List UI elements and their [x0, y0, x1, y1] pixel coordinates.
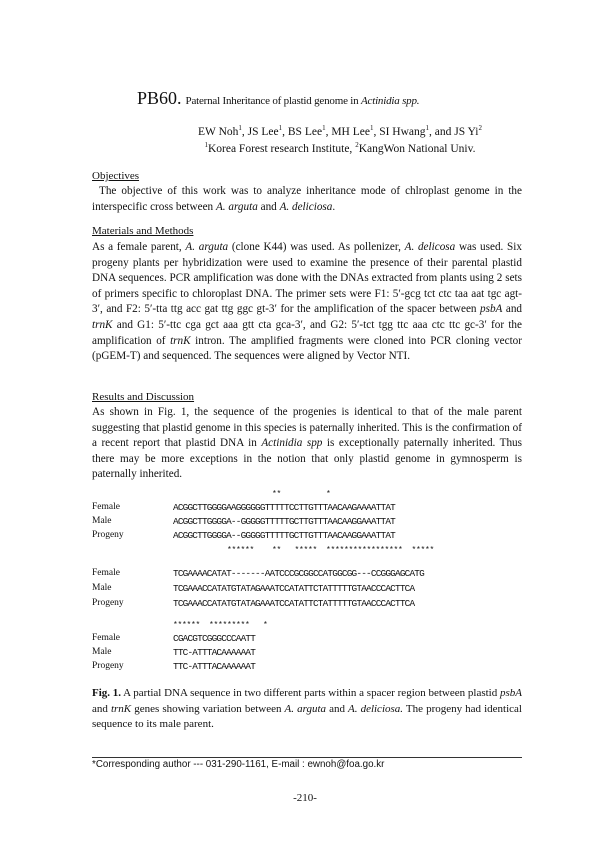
row-label: Progeny	[92, 661, 124, 671]
objectives-heading: Objectives	[92, 170, 140, 182]
figure-caption: Fig. 1. A partial DNA sequence in two different parts within a spacer region between plastid psbA and trnK genes showing variation between A. arguta and A. deliciosa. The progeny had identical sequence to its male parent.	[92, 687, 522, 730]
affiliations: $^1$Korea Forest research Institute, $^2$KangWon National Univ.	[204, 141, 476, 155]
dna-sequence: TCGAAACCATATGTATAGAAATCCATATTCTATTTTTGTAACCCACTTCA	[173, 583, 415, 594]
row-label: Female	[92, 633, 120, 643]
dna-sequence: CGACGTCGGGCCCAATT	[173, 633, 256, 644]
abstract-code: PB60.	[137, 88, 182, 108]
author-list	[0, 124, 600, 138]
title-text: Paternal Inheritance of plastid genome in Actinidia spp.	[185, 95, 420, 107]
row-label: Female	[92, 568, 120, 578]
row-label: Progeny	[92, 598, 124, 608]
objectives-text: The objective of this work was to analyze inheritance mode of chlroplast genome in the interspecific cross between A. arguta and A. deliciosa.	[92, 185, 522, 213]
dna-sequence: ACGGCTTGGGGA--GGGGGTTTTTGCTTGTTTAACAAGGAAATTAT	[173, 530, 395, 541]
corresponding-author-footnote: *Corresponding author --- 031-290-1161, E-mail : ewnoh@foa.go.kr	[92, 759, 385, 770]
dna-sequence: ACGGCTTGGGGAAGGGGGGTTTTTCCTTGTTTAACAAGAAAATTAT	[173, 502, 395, 513]
dna-sequence: TCGAAAACATAT-------AATCCCGCGGCCATGGCGG---CCGGGAGCATG	[173, 568, 424, 579]
results-heading: Results and Discussion	[92, 391, 195, 403]
conservation-marks: ****** ********* *	[173, 621, 268, 630]
row-label: Male	[92, 647, 112, 657]
author: MH Lee$^1$,	[331, 124, 380, 138]
dna-sequence: ACGGCTTGGGGA--GGGGGTTTTTGCTTGTTTAACAAGGAAATTAT	[173, 516, 395, 527]
row-label: Progeny	[92, 530, 124, 540]
dna-sequence: TTC-ATTTACAAAAAAT	[173, 647, 256, 658]
author: JS Yi$^2$	[454, 124, 482, 138]
row-label: Male	[92, 516, 112, 526]
row-label: Female	[92, 502, 120, 512]
methods-heading: Materials and Methods	[92, 225, 194, 237]
dna-sequence: TCGAAACCATATGTATAGAAATCCATATTCTATTTTTGTAACCCACTTCA	[173, 598, 415, 609]
row-label: Male	[92, 583, 112, 593]
author: BS Lee$^1$,	[287, 124, 332, 138]
conservation-marks: ** *	[173, 490, 331, 499]
methods-text: As a female parent, A. arguta (clone K44) was used. As pollenizer, A. delicosa was used. Six progeny plants per hybridization were used to examine the presence of their parental plastid DNA sequences. PCR amplification was done with the DNAs extracted from plants using 2 sets of primers specific to chloroplast DNA. The primer sets were F1: 5′-gcg tct ctc taa aat tgc agt-3′, and F2: 5′-tta ttg acc gat ttg ggc gt-3′ for the amplification of the spacer between psbA and trnK and G1: 5′-ttc cga gct aaa gtt cta gca-3′, and G2: 5′-tct tgg ttc aaa ctc ttc gc-3′ for the amplification of trnK intron. The amplified fragments were cloned into PCR cloning vector (pGEM-T) and sequenced. The sequences were aligned by Vector NTI.	[92, 241, 523, 363]
author: SI Hwang$^1$, and	[379, 124, 455, 138]
results-text: As shown in Fig. 1, the sequence of the progenies is identical to that of the male parent suggesting that plastid genome in this species is paternally inherited. This is the confirmation of a recent report that plastid DNA in Actinidia spp is exceptionally paternally inherited. Thus there may be more exceptions in the notion that only plastid genome in gymnosperm is paternally inherited.	[92, 406, 523, 481]
page-number: -210-	[293, 792, 317, 804]
dna-sequence: TTC-ATTTACAAAAAAT	[173, 661, 256, 672]
conservation-marks: ****** ** ***** ***************** *****	[173, 546, 435, 555]
author: EW Noh$^1$,	[198, 124, 248, 138]
author: JS Lee$^1$,	[247, 124, 288, 138]
abstract-title	[137, 88, 557, 109]
footnote-rule	[92, 757, 522, 758]
